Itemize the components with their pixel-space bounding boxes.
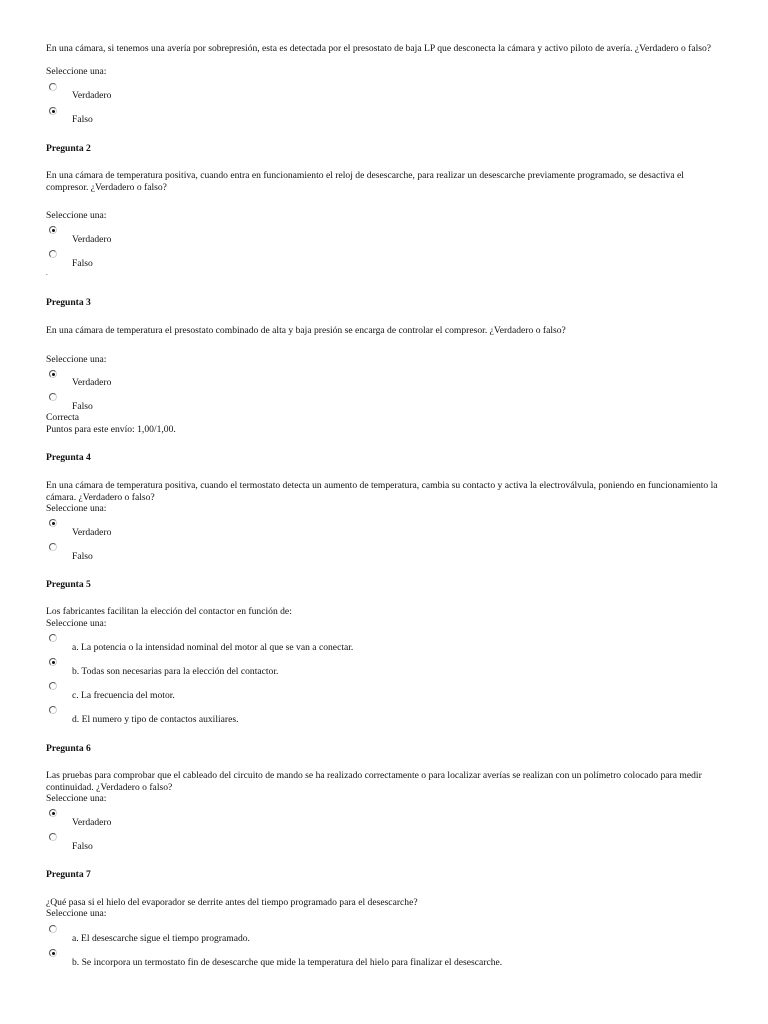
q3-option-1-label: Verdadero xyxy=(72,377,112,388)
q5-radio-option-a[interactable] xyxy=(49,634,57,642)
q5-radio-option-b[interactable] xyxy=(49,658,57,666)
question-6-heading: Pregunta 6 xyxy=(46,743,91,754)
q2-option-1-label: Verdadero xyxy=(72,234,112,245)
q6-option-2-label: Falso xyxy=(72,841,93,852)
question-7-heading: Pregunta 7 xyxy=(46,869,91,880)
feedback-text: Correcta xyxy=(46,412,80,423)
q5-option-a-label: a. La potencia o la intensidad nominal del motor al que se van a conectar. xyxy=(72,642,354,653)
question-5-heading: Pregunta 5 xyxy=(46,579,91,590)
q3-radio-option-2[interactable] xyxy=(49,393,57,401)
q3-option-2-label: Falso xyxy=(72,401,93,412)
question-3-heading: Pregunta 3 xyxy=(46,297,91,308)
question-1-text: En una cámara, si tenemos una avería por sobrepresión, esta es detectada por el presostato de baja LP que desconecta la cámara y activo piloto de avería. ¿Verdadero o falso? xyxy=(46,43,712,54)
q1-option-2-label: Falso xyxy=(72,114,93,125)
q4-radio-option-1[interactable] xyxy=(49,519,57,527)
question-4-heading: Pregunta 4 xyxy=(46,452,91,463)
q5-option-b-label: b. Todas son necesarias para la elección del contactor. xyxy=(72,666,279,677)
q1-radio-option-1[interactable] xyxy=(49,83,57,91)
q7-option-a-label: a. El desescarche sigue el tiempo programado. xyxy=(72,933,250,944)
q4-option-1-label: Verdadero xyxy=(72,527,112,538)
question-2-heading: Pregunta 2 xyxy=(46,143,91,154)
q5-option-c-label: c. La frecuencia del motor. xyxy=(72,690,175,701)
q4-option-2-label: Falso xyxy=(72,551,93,562)
q7-radio-option-a[interactable] xyxy=(49,925,57,933)
q7-option-b-label: b. Se incorpora un termostato fin de desescarche que mide la temperatura del hielo para finalizar el desescarche. xyxy=(72,957,503,968)
q1-radio-option-2[interactable] xyxy=(49,107,57,115)
q7-radio-option-b[interactable] xyxy=(49,949,57,957)
question-5-text: Los fabricantes facilitan la elección del contactor en función de: xyxy=(46,606,292,617)
select-label: Seleccione una: xyxy=(46,503,107,514)
question-4-text: En una cámara de temperatura positiva, cuando el termostato detecta un aumento de temperatura, cambia su contacto y activa la electroválvula, poniendo en funcionamiento la cámara. ¿Verdadero o falso? xyxy=(46,480,718,503)
select-label: Seleccione una: xyxy=(46,908,107,919)
question-7-text: ¿Qué pasa si el hielo del evaporador se derrite antes del tiempo programado para el desescarche? xyxy=(46,897,418,908)
q1-option-1-label: Verdadero xyxy=(72,90,112,101)
q4-radio-option-2[interactable] xyxy=(49,543,57,551)
question-2-text: En una cámara de temperatura positiva, cuando entra en funcionamiento el reloj de desescarche, para realizar un desescarche previamente programado, se desactiva el compresor. ¿Verdadero o falso? xyxy=(46,170,684,193)
question-3-text: En una cámara de temperatura el presostato combinado de alta y baja presión se encarga de controlar el compresor. ¿Verdadero o falso? xyxy=(46,325,566,336)
question-6-text: Las pruebas para comprobar que el cableado del circuito de mando se ha realizado correctamente o para localizar averías se realizan con un polímetro colocado para medir continuidad. ¿Verdadero o falso? xyxy=(46,770,702,793)
q2-option-2-label: Falso xyxy=(72,258,93,269)
q2-radio-option-2[interactable] xyxy=(49,250,57,258)
select-label: Seleccione una: xyxy=(46,618,107,629)
q2-radio-option-1[interactable] xyxy=(49,226,57,234)
select-label: Seleccione una: xyxy=(46,354,107,365)
score-text: Puntos para este envío: 1,00/1,00. xyxy=(46,424,176,435)
select-label: Seleccione una: xyxy=(46,210,107,221)
q6-radio-option-1[interactable] xyxy=(49,809,57,817)
select-label: Seleccione una: xyxy=(46,793,107,804)
q5-radio-option-d[interactable] xyxy=(49,706,57,714)
q5-option-d-label: d. El numero y tipo de contactos auxiliares. xyxy=(72,714,239,725)
stray-mark: . xyxy=(46,269,48,277)
q5-radio-option-c[interactable] xyxy=(49,682,57,690)
q6-radio-option-2[interactable] xyxy=(49,833,57,841)
select-label: Seleccione una: xyxy=(46,66,107,77)
q3-radio-option-1[interactable] xyxy=(49,370,57,378)
q6-option-1-label: Verdadero xyxy=(72,817,112,828)
